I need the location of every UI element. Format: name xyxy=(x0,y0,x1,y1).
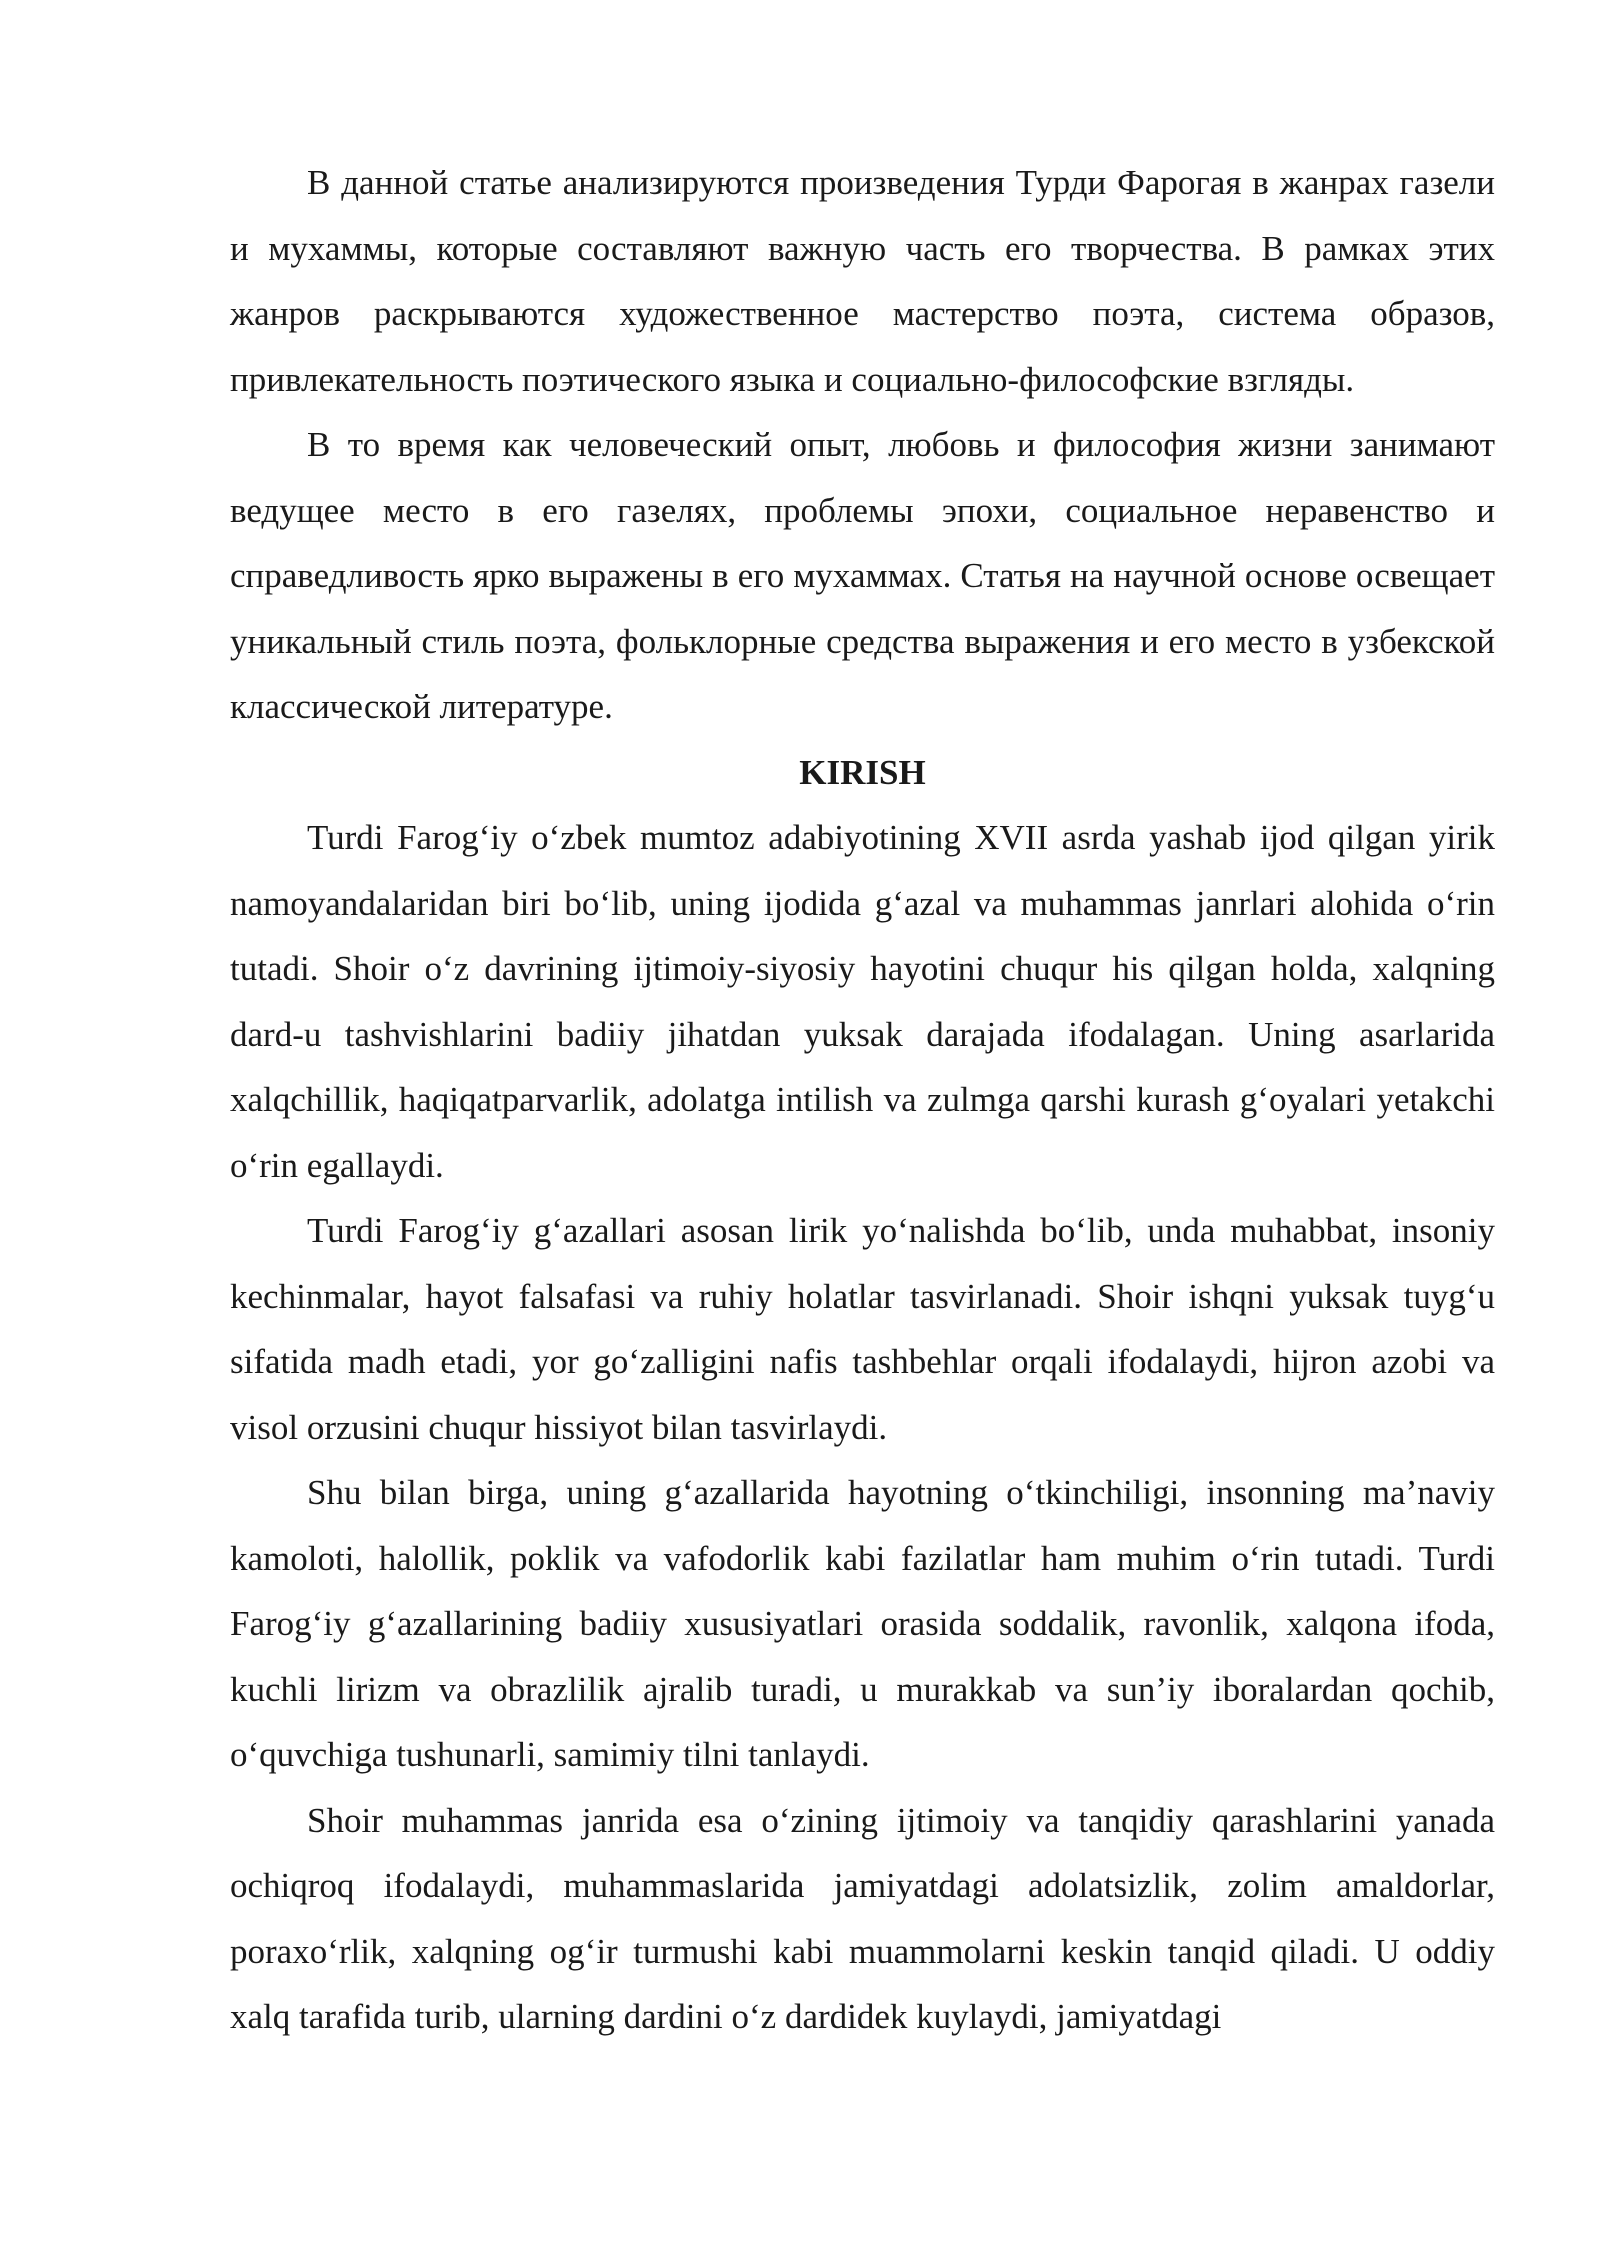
body-paragraph-4: Shoir muhammas janrida esa oʻzining ijtimoiy va tanqidiy qarashlarini yanada ochiqroq ifodalaydi, muhammaslarida jamiyatdagi adolatsizlik, zolim amaldorlar, poraxoʻrlik, xalqning ogʻir turmushi kabi muammolarni keskin tanqid qiladi. U oddiy xalq tarafida turib, ularning dardini oʻz dardidek kuylaydi, jamiyatdagi xyxy=(230,1800,1495,2036)
body-paragraph-3: Shu bilan birga, uning gʻazallarida hayotning oʻtkinchiligi, insonning ma’naviy kamoloti, halollik, poklik va vafodorlik kabi fazilatlar ham muhim oʻrin tutadi. Turdi Farogʻiy gʻazallarining badiiy xususiyatlari orasida soddalik, ravonlik, xalqona ifoda, kuchli lirizm va obrazlilik ajralib turadi, u murakkab va sun’iy iboralardan qochib, oʻquvchiga tushunarli, samimiy tilni tanlaydi. xyxy=(230,1473,1495,1774)
body-paragraph-1: Turdi Farogʻiy oʻzbek mumtoz adabiyotining XVII asrda yashab ijod qilgan yirik namoyandalaridan biri boʻlib, uning ijodida gʻazal va muhammas janrlari alohida oʻrin tutadi. Shoir oʻz davrining ijtimoiy-siyosiy hayotini chuqur his qilgan holda, xalqning dard-u tashvishlarini badiiy jihatdan yuksak darajada ifodalagan. Uning asarlarida xalqchillik, haqiqatparvarlik, adolatga intilish va zulmga qarshi kurash gʻoyalari yetakchi oʻrin egallaydi. xyxy=(230,818,1495,1185)
body-paragraph-2: Turdi Farogʻiy gʻazallari asosan lirik yoʻnalishda boʻlib, unda muhabbat, insoniy kechinmalar, hayot falsafasi va ruhiy holatlar tasvirlanadi. Shoir ishqni yuksak tuygʻu sifatida madh etadi, yor goʻzalligini nafis tashbehlar orqali ifodalaydi, hijron azobi va visol orzusini chuqur hissiyot bilan tasvirlaydi. xyxy=(230,1211,1495,1447)
abstract-paragraph-2: В то время как человеческий опыт, любовь и философия жизни занимают ведущее место в его газелях, проблемы эпохи, социальное неравенство и справедливость ярко выражены в его мухаммах. Статья на научной основе освещает уникальный стиль поэта, фольклорные средства выражения и его место в узбекской классической литературе. xyxy=(230,425,1495,726)
document-page xyxy=(230,150,1495,2050)
abstract-paragraph-1: В данной статье анализируются произведения Турди Фарогая в жанрах газели и мухаммы, которые составляют важную часть его творчества. В рамках этих жанров раскрываются художественное мастерство поэта, система образов, привлекательность поэтического языка и социально-философские взгляды. xyxy=(230,163,1495,399)
section-heading: KIRISH xyxy=(799,752,926,792)
